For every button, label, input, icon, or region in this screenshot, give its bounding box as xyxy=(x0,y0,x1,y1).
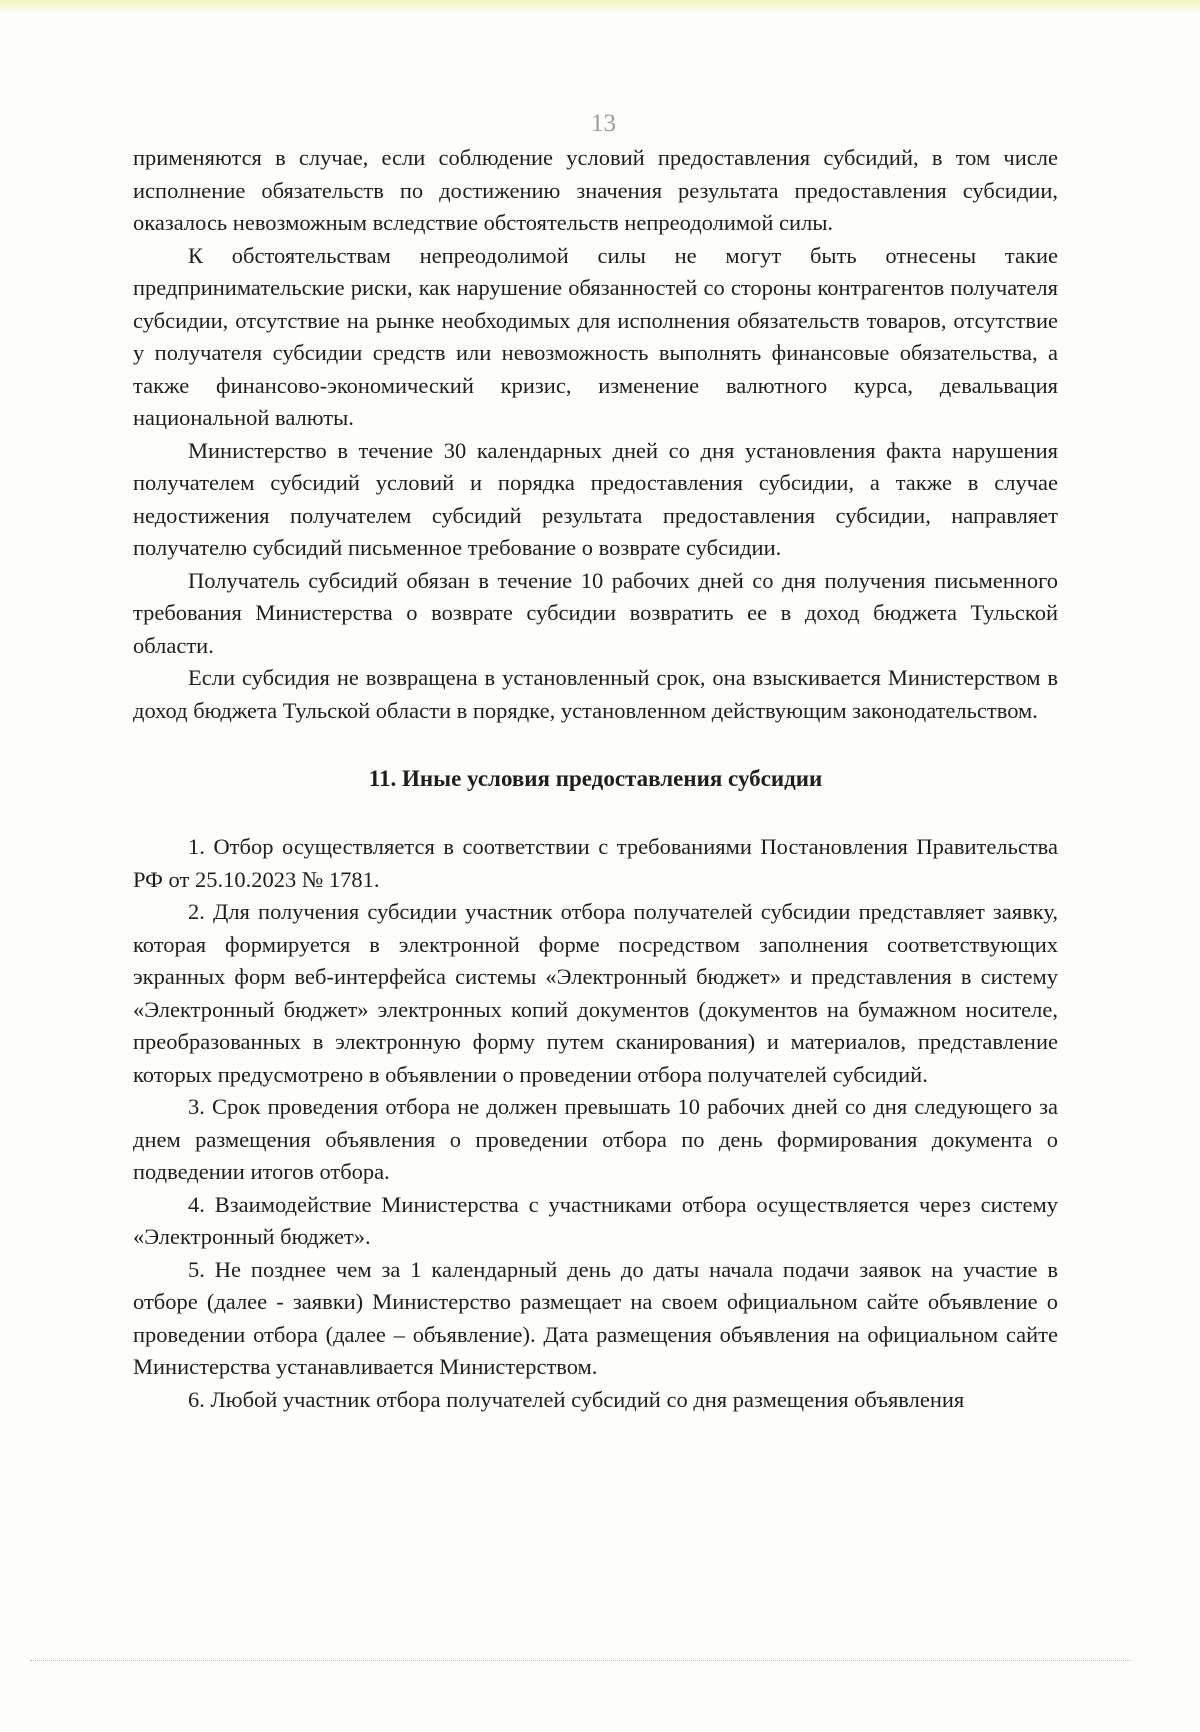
paragraph-recipient-return: Получатель субсидий обязан в течение 10 рабочих дней со дня получения письменного требования Министерства о возврате субсидии возвратить ее в доход бюджета Тульской области. xyxy=(133,567,1058,658)
paragraph-force-majeure: К обстоятельствам непреодолимой силы не могут быть отнесены такие предпринимательские риски, как нарушение обязанностей со стороны контрагентов получателя субсидии, отсутствие на рынке необходимых для исполнения обязательств товаров, отсутствие у получателя субсидии средств или невозможность выполнять финансовые обязательства, а также финансово-экономический кризис, изменение валютного курса, девальвация национальной валюты. xyxy=(133,242,1058,430)
scan-edge xyxy=(0,0,1200,14)
paragraph-item-5: 5. Не позднее чем за 1 календарный день до даты начала подачи заявок на участие в отборе (далее - заявки) Министерство размещает на своем официальном сайте объявление о проведении отбора (далее – объявление). Дата размещения объявления на официальном сайте Министерства устанавливается Министерством. xyxy=(133,1256,1058,1379)
section-heading: 11. Иные условия предоставления субсидии xyxy=(368,766,823,791)
paragraph-recovery: Если субсидия не возвращена в установленный срок, она взыскивается Министерством в доход бюджета Тульской области в порядке, установленном действующим законодательством. xyxy=(133,665,1058,723)
paragraph-item-2: 2. Для получения субсидии участник отбора получателей субсидии представляет заявку, которая формируется в электронной форме посредством заполнения соответствующих экранных форм веб-интерфейса системы «Электронный бюджет» и представления в систему «Электронный бюджет» электронных копий документов (документов на бумажном носителе, преобразованных в электронную форму путем сканирования) и материалов, представление которых предусмотрено в объявлении о проведении отбора получателей субсидий. xyxy=(133,899,1058,1087)
scan-bottom-rule xyxy=(30,1660,1130,1661)
paragraph-continuation: применяются в случае, если соблюдение условий предоставления субсидий, в том числе исполнение обязательств по достижению значения результата предоставления субсидии, оказалось невозможным вследствие обстоятельств непреодолимой силы. xyxy=(133,145,1058,235)
page-number: 13 xyxy=(591,110,616,137)
paragraph-item-1: 1. Отбор осуществляется в соответствии с требованиями Постановления Правительства РФ от 25.10.2023 № 1781. xyxy=(133,834,1058,892)
paragraph-item-3: 3. Срок проведения отбора не должен превышать 10 рабочих дней со дня следующего за днем размещения объявления о проведении отбора по день формирования документа о подведении итогов отбора. xyxy=(133,1094,1058,1184)
document-page xyxy=(133,106,1058,1416)
paragraph-item-6: 6. Любой участник отбора получателей субсидий со дня размещения объявления xyxy=(188,1386,965,1412)
paragraph-ministry-requirement: Министерство в течение 30 календарных дней со дня установления факта нарушения получателем субсидий условий и порядка предоставления субсидии, а также в случае недостижения получателем субсидий результата предоставления субсидии, направляет получателю субсидий письменное требование о возврате субсидии. xyxy=(133,437,1058,560)
paragraph-item-4: 4. Взаимодействие Министерства с участниками отбора осуществляется через систему «Электронный бюджет». xyxy=(133,1191,1058,1249)
